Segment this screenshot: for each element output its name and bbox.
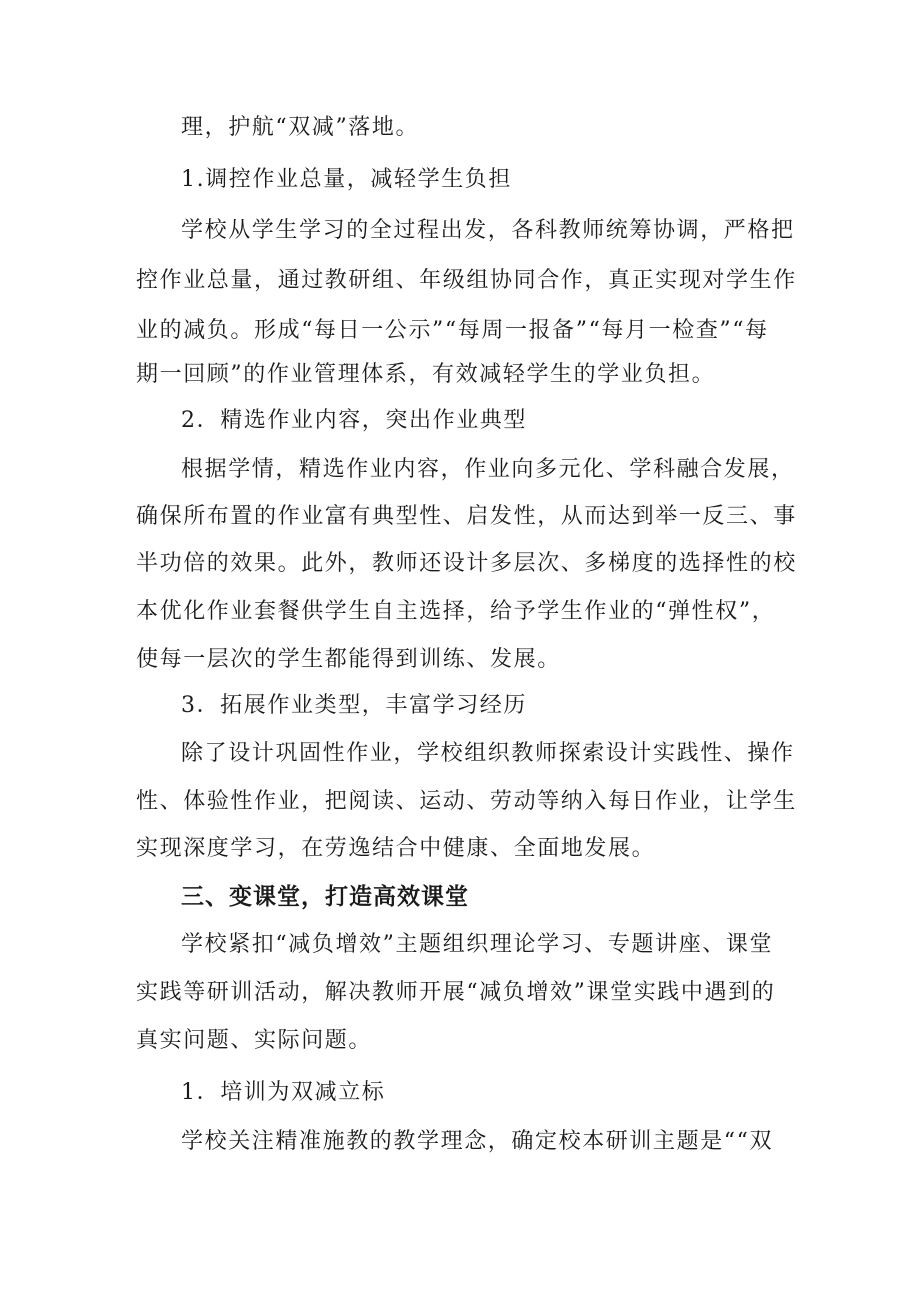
paragraph-line: 控作业总量，通过教研组、年级组协同合作，真正实现对学生作: [136, 268, 797, 293]
paragraph-line: 使每一层次的学生都能得到训练、发展。: [136, 647, 561, 672]
paragraph-line: 学校关注精准施教的教学理念，确定校本研训主题是““双: [181, 1129, 774, 1154]
paragraph-line: 半功倍的效果。此外，教师还设计多层次、多梯度的选择性的校: [136, 551, 797, 576]
section-subheading: 1.调控作业总量，减轻学生负担: [181, 167, 512, 192]
paragraph-line: 期一回顾”的作业管理体系，有效减轻学生的学业负担。: [136, 362, 716, 387]
paragraph-line: 实现深度学习，在劳逸结合中健康、全面地发展。: [136, 836, 656, 861]
paragraph-line: 本优化作业套餐供学生自主选择，给予学生作业的“弹性权”，: [136, 599, 776, 624]
paragraph-line: 学校从学生学习的全过程出发，各科教师统筹协调，严格把: [181, 218, 795, 243]
paragraph-line: 确保所布置的作业富有典型性、启发性，从而达到举一反三、事: [136, 504, 797, 529]
paragraph-line: 理，护航“双减”落地。: [181, 115, 420, 140]
paragraph-line: 除了设计巩固性作业，学校组织教师探索设计实践性、操作: [181, 741, 795, 766]
paragraph-line: 实践等研训活动，解决教师开展“减负增效”课堂实践中遇到的: [136, 980, 776, 1005]
paragraph-line: 性、体验性作业，把阅读、运动、劳动等纳入每日作业，让学生: [136, 789, 797, 814]
section-heading: 三、变课堂，打造高效课堂: [181, 884, 469, 910]
section-subheading: 1．培训为双减立标: [181, 1080, 386, 1105]
paragraph-line: 真实问题、实际问题。: [136, 1028, 373, 1053]
paragraph-line: 业的减负。形成“每日一公示”“每周一报备”“每月一检查”“每: [136, 318, 769, 343]
paragraph-line: 根据学情，精选作业内容，作业向多元化、学科融合发展，: [181, 457, 795, 482]
paragraph-line: 学校紧扣“减负增效”主题组织理论学习、专题讲座、课堂: [181, 932, 774, 957]
section-subheading: 2．精选作业内容，突出作业典型: [181, 408, 527, 433]
section-subheading: 3．拓展作业类型，丰富学习经历: [181, 693, 527, 718]
